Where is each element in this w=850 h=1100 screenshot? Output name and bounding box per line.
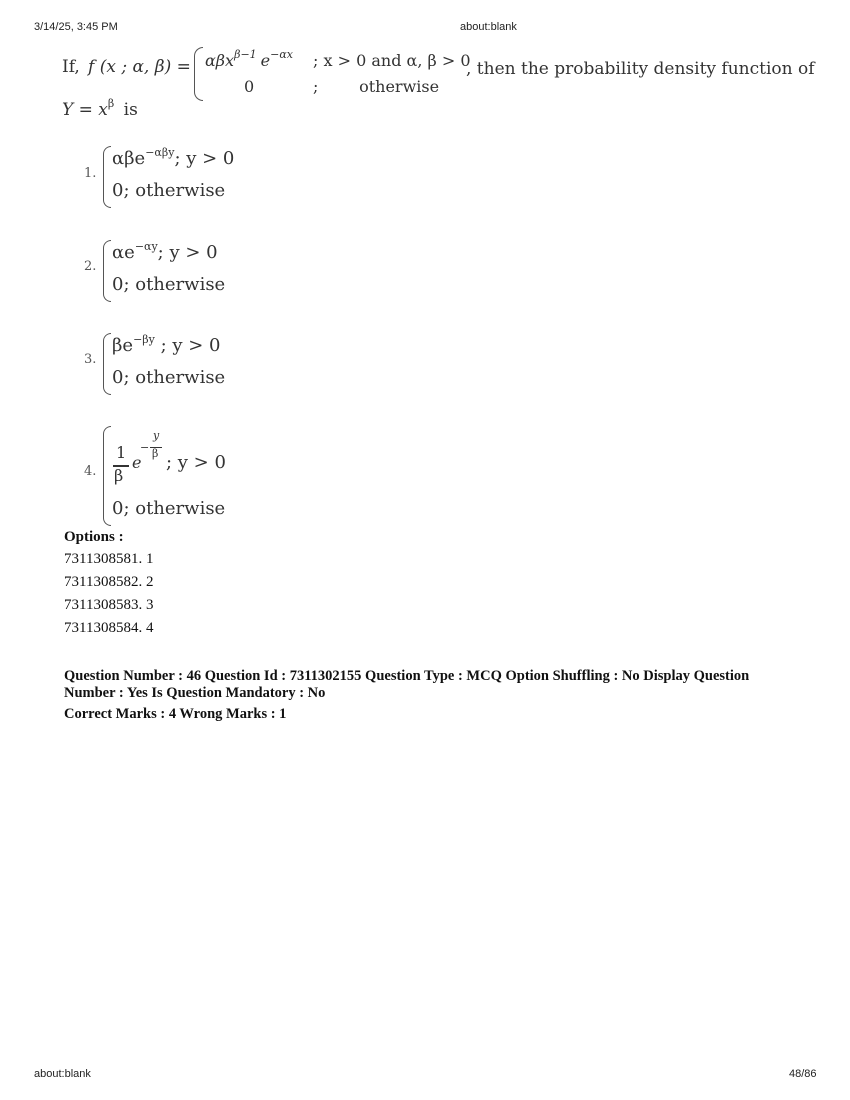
choice-case1: $\beta e^{-\beta y}$ ; y > 0 — [112, 333, 221, 356]
y-definition: $Y = x^\beta$ is — [62, 97, 138, 120]
options-label: Options : — [64, 529, 124, 545]
case-brace — [194, 47, 203, 101]
choice-case2: 0; otherwise — [112, 367, 226, 388]
exp-numerator: y — [153, 429, 160, 442]
exp-base: e — [132, 453, 142, 472]
case2-expression: 0 — [244, 77, 255, 96]
print-datetime: 3/14/25, 3:45 PM — [34, 21, 118, 33]
question-meta-line1: Question Number : 46 Question Id : 7311302155 Question Type : MCQ Option Shuffling : No Display Question — [64, 668, 750, 684]
choice-brace — [103, 146, 111, 208]
option-item: 7311308584. 4 — [64, 620, 154, 636]
fraction-numerator: 1 — [116, 443, 127, 462]
case1-condition: ; x > 0 and α, β > 0 — [313, 51, 471, 70]
choice-case2: 0; otherwise — [112, 498, 226, 519]
exp-denominator: β — [152, 447, 159, 460]
choice-number: 1. — [84, 166, 97, 181]
choice-brace — [103, 240, 111, 302]
marks-info: Correct Marks : 4 Wrong Marks : 1 — [64, 706, 287, 722]
option-item: 7311308583. 3 — [64, 597, 154, 613]
choice-number: 4. — [84, 464, 97, 479]
fraction-denominator: β — [114, 466, 124, 485]
choice-case2: 0; otherwise — [112, 274, 226, 295]
if-prefix: If, — [62, 57, 80, 77]
choice-case1: $\alpha e^{-\alpha y}$; y > 0 — [112, 240, 218, 263]
option-item: 7311308582. 2 — [64, 574, 154, 590]
case2-condition: ; otherwise — [313, 77, 440, 96]
footer-url: about:blank — [34, 1068, 91, 1080]
case1-expression: αβx$^{\beta-1}$ $e^{-\alpha x}$ — [205, 48, 293, 70]
choice-brace — [103, 333, 111, 395]
choice-brace — [103, 426, 111, 526]
question-meta-line2: Number : Yes Is Question Mandatory : No — [64, 685, 326, 701]
stem-continuation: , then the probability density function of — [466, 59, 815, 79]
option-item: 7311308581. 1 — [64, 551, 154, 567]
choice-number: 3. — [84, 352, 97, 367]
choice-case1: αβe$^{-\alpha\beta y}$; y > 0 — [112, 146, 235, 169]
choice-number: 2. — [84, 259, 97, 274]
print-url: about:blank — [460, 21, 517, 33]
choice-case2: 0; otherwise — [112, 180, 226, 201]
choice-case1-condition: ; y > 0 — [166, 452, 226, 473]
f-definition-lhs: f (x ; α, β) = — [88, 57, 191, 77]
page-number: 48/86 — [789, 1068, 817, 1080]
exp-minus: − — [140, 441, 150, 454]
